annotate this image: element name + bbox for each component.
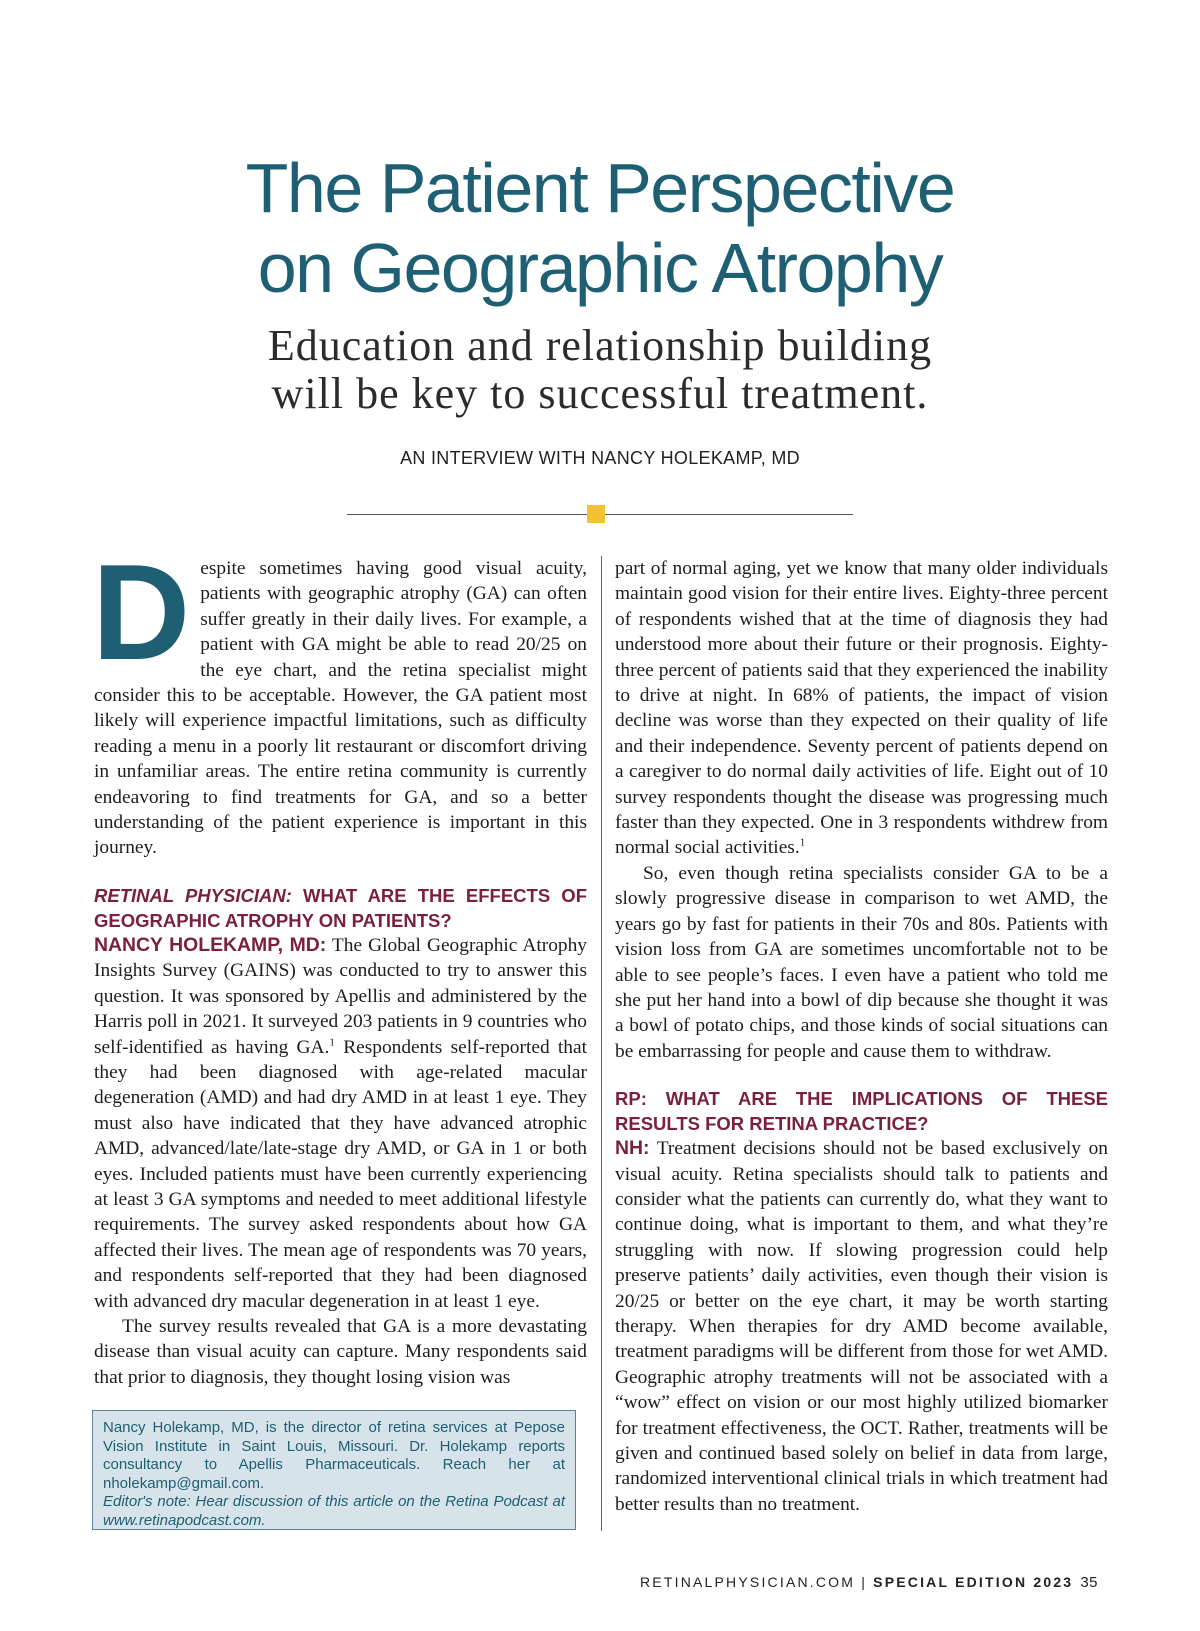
question-1-text: WHAT ARE THE EFFECTS OF GEOGRAPHIC ATROPHY ON PATIENTS? bbox=[94, 884, 588, 931]
article-subtitle bbox=[200, 322, 1000, 418]
patient-anecdote-paragraph: So, even though retina specialists consider GA to be a slowly progressive disease in comparison to wet AMD, the years go by fast for patients in their 70s and 80s. Patients with vision loss from GA are sometimes uncomfortable not to be able to see people’s faces. I even have a patient who told me she put her hand into a bowl of dip because she thought it was a bowl of potato chips, and those kinds of social situations can be embarrassing for people and cause them to withdraw. bbox=[615, 862, 1108, 1062]
question-1-prefix: RETINAL PHYSICIAN: bbox=[94, 884, 292, 906]
subtitle-line-1: Education and relationship building bbox=[267, 321, 933, 370]
page-number: 35 bbox=[1080, 1574, 1098, 1591]
footer-separator: | bbox=[855, 1574, 874, 1590]
question-2-heading: RP: WHAT ARE THE IMPLICATIONS OF THESE RESULTS FOR RETINA PRACTICE? bbox=[615, 1088, 1108, 1135]
page-footer bbox=[640, 1574, 1120, 1590]
continued-paragraph bbox=[615, 556, 1108, 861]
footer-site: RETINALPHYSICIAN.COM bbox=[640, 1574, 856, 1590]
continued-text: part of normal aging, yet we know that many older individuals maintain good vision for their entire lives. Eighty-three percent of respondents wished that at the time of diagnosis they had understood more about their future or their prognosis. Eighty-three percent of patients said that they experienced the inability to drive at night. In 68% of patients, the impact of vision decline was worse than they expected on their quality of life and their independence. Seventy percent of patients depend on a caregiver to do normal daily activities of life. Eight out of 10 survey respondents thought the disease was progressing much faster than they expected. One in 3 respondents withdrew from normal social activities. bbox=[615, 558, 1108, 859]
answer-1-paragraph bbox=[94, 933, 587, 1314]
title-line-2: on Geographic Atrophy bbox=[257, 229, 943, 307]
author-bio-text: Nancy Holekamp, MD, is the director of retina services at Pepose Vision Institute in Saint Louis, Missouri. Dr. Holekamp reports consultancy to Apellis Pharmaceuticals. Reach her at nholekamp@gmail.com. bbox=[103, 1419, 565, 1492]
answer-2-speaker: NH: bbox=[615, 1137, 650, 1160]
article-title bbox=[200, 148, 1000, 308]
right-column bbox=[615, 556, 1108, 1517]
left-column bbox=[92, 536, 588, 1390]
spacer bbox=[615, 1064, 1108, 1086]
author-bio-box bbox=[92, 1410, 576, 1530]
question-1-heading bbox=[94, 883, 587, 933]
title-line-1: The Patient Perspective bbox=[245, 149, 955, 227]
byline: AN INTERVIEW WITH NANCY HOLEKAMP, MD bbox=[400, 448, 800, 468]
answer-1-text: The Global Geographic Atrophy Insights Survey (GAINS) was conducted to try to answer this question. It was sponsored by Apellis and administered by the Harris poll in 2021. It surveyed 203 patients in 9 countries who self-identified as having GA. bbox=[94, 934, 587, 1058]
editors-note: Editor's note: Hear discussion of this article on the Retina Podcast at www.retinapodcast.com. bbox=[103, 1493, 565, 1529]
intro-paragraph bbox=[92, 536, 587, 861]
survey-results-paragraph: The survey results revealed that GA is a more devastating disease than visual acuity can capture. Many respondents said that prior to diagnosis, they thought losing vision was bbox=[94, 1315, 587, 1388]
footnote-ref: 1 bbox=[329, 1036, 335, 1049]
answer-2-paragraph bbox=[615, 1136, 1108, 1517]
ornament-square-icon bbox=[587, 505, 605, 523]
answer-1-speaker: NANCY HOLEKAMP, MD: bbox=[94, 933, 327, 956]
answer-1-text-continued: Respondents self-reported that they had been diagnosed with age-related macular degeneration (AMD) and had dry AMD in at least 1 eye. They must also have indicated that they have advanced atrophic AMD, advanced/late/late-stage dry AMD, or GA in 1 or both eyes. Included patients must have been currently experiencing at least 3 GA symptoms and needed to meet additional lifestyle requirements. The survey asked respondents about how GA affected their lives. The mean age of respondents was 70 years, and respondents self-reported that they had been diagnosed with advanced dry macular degeneration in at least 1 eye. bbox=[94, 1036, 587, 1312]
drop-cap: D bbox=[92, 536, 191, 688]
intro-text: espite sometimes having good visual acuity, patients with geographic atrophy (GA) can often suffer greatly in their daily lives. For example, a patient with GA might be able to read 20/25 on the eye chart, and the retina specialist might consider this to be acceptable. However, the GA patient most likely will experience impactful limitations, such as difficulty reading a menu in a poorly lit restaurant or discomfort driving in unfamiliar areas. The entire retina community is currently endeavoring to find treatments for GA, and so a better understanding of the patient experience is important in this journey. bbox=[94, 558, 587, 859]
footer-edition: SPECIAL EDITION 2023 bbox=[873, 1574, 1074, 1590]
column-divider bbox=[601, 556, 602, 1531]
subtitle-line-2: will be key to successful treatment. bbox=[271, 369, 929, 418]
ornament-rule-left bbox=[347, 514, 587, 515]
ornament-rule-right bbox=[605, 514, 853, 515]
footnote-ref: 1 bbox=[799, 837, 806, 849]
answer-2-text: Treatment decisions should not be based exclusively on visual acuity. Retina specialists should talk to patients and consider what the patients can currently do, what they want to continue doing, what is important to them, and what they’re struggling with now. If slowing progression could help preserve patients’ daily activities, even though their vision is 20/25 or better on the eye chart, it may be worth starting therapy. When therapies for dry AMD become available, treatment paradigms will be different from those for wet AMD. Geographic atrophy treatments will not be associated with a “wow” effect on vision or our most highly utilized biomarker for treatment effectiveness, the OCT. Rather, treatments will be given and continued based solely on belief in data from large, randomized interventional clinical trials in which treatment had better results than no treatment. bbox=[615, 1138, 1108, 1515]
spacer bbox=[94, 861, 587, 883]
